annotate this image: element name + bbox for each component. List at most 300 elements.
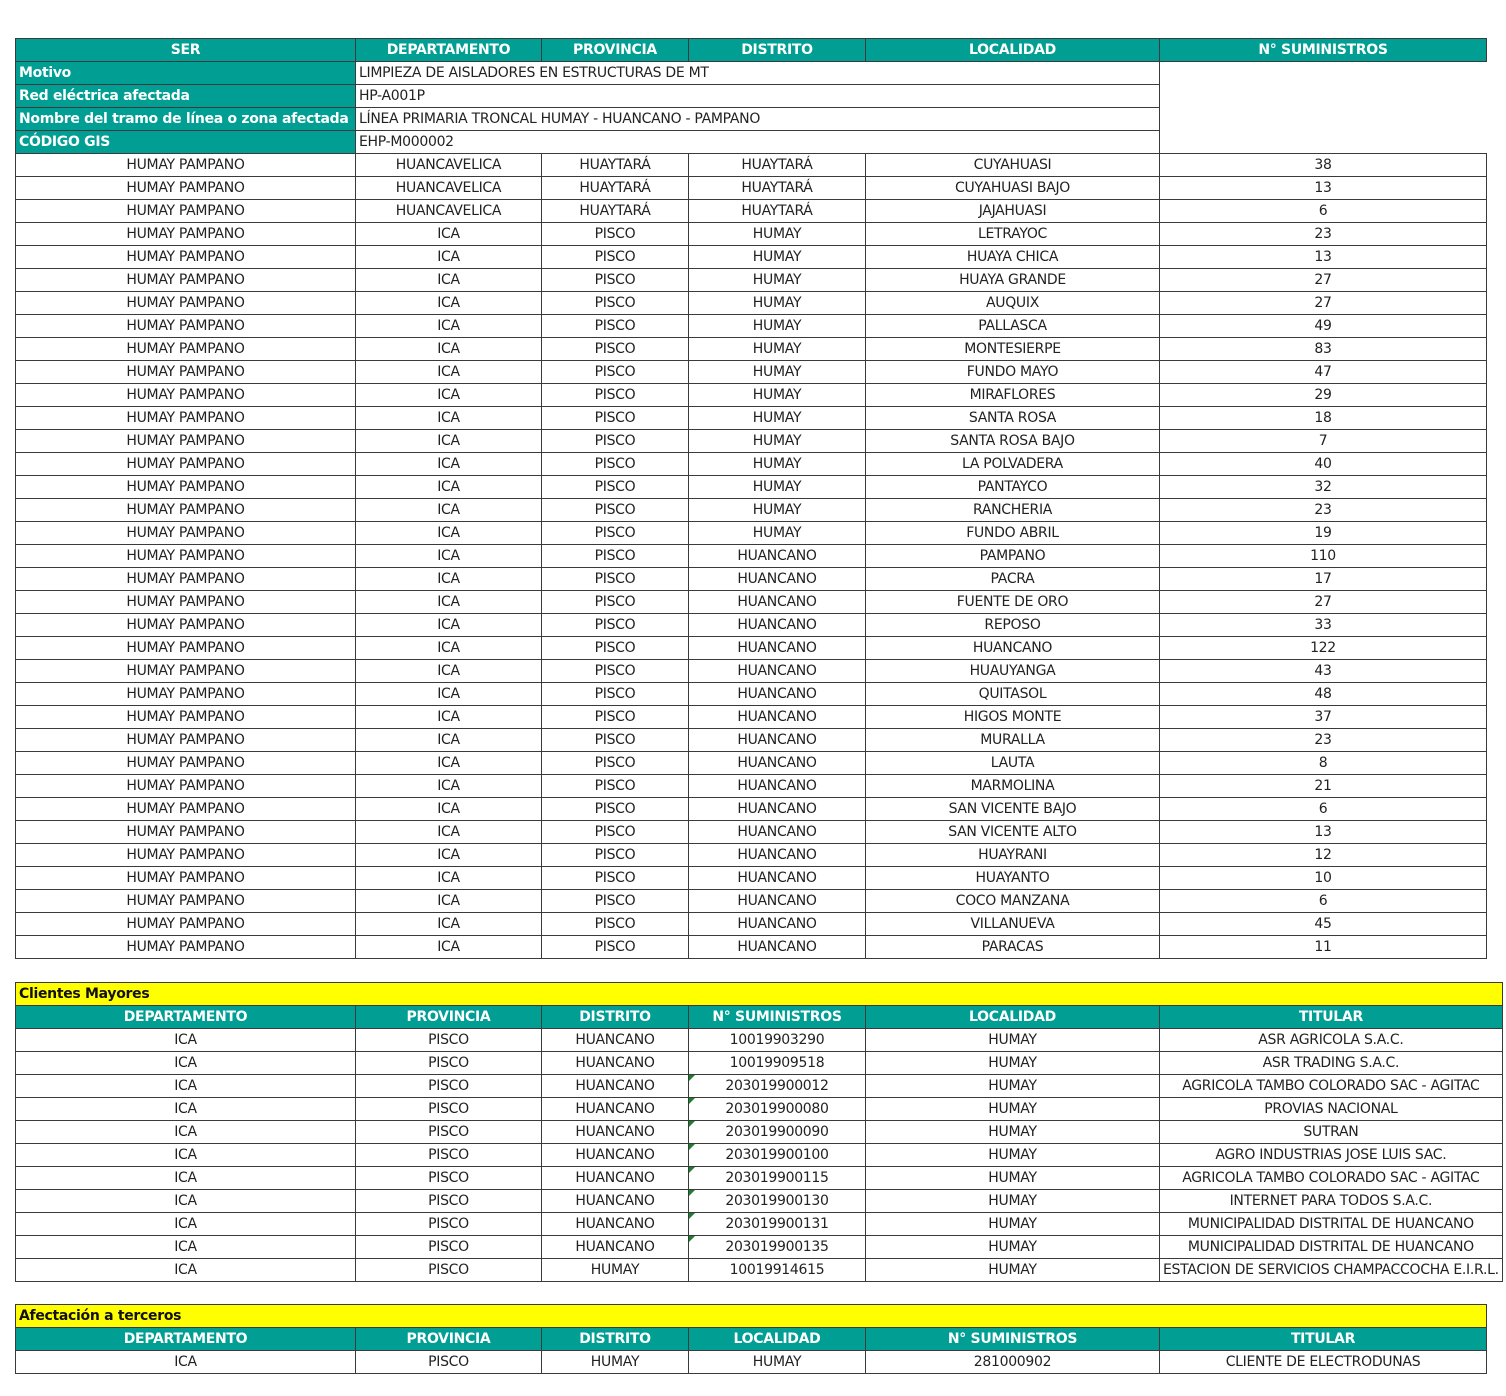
table-row [16,867,1487,890]
table-cell: 49 [1160,315,1487,338]
table-row [16,246,1487,269]
table-cell: HUANCANO [689,867,866,890]
table-cell: LETRAYOC [866,223,1160,246]
table-cell: HUMAY [689,246,866,269]
table-cell: HUMAY PAMPANO [16,936,356,959]
table-cell: HUMAY PAMPANO [16,269,356,292]
table-cell: HUMAY PAMPANO [16,752,356,775]
table-cell: 48 [1160,683,1487,706]
table-cell: PISCO [356,1259,542,1282]
meta-spacer [1160,62,1487,85]
table-cell: HUANCANO [689,591,866,614]
table-cell: HUANCANO [689,775,866,798]
table-cell: PISCO [542,729,689,752]
table-cell: ESTACION DE SERVICIOS CHAMPACCOCHA E.I.R.L. [1160,1259,1503,1282]
main-table [15,38,1487,959]
table-cell: HUANCANO [866,637,1160,660]
table-cell: RANCHERIA [866,499,1160,522]
table-cell: HUANCANO [542,1190,689,1213]
table-cell: HUMAY PAMPANO [16,775,356,798]
table-cell: HUANCANO [689,913,866,936]
table-cell: HUANCANO [689,545,866,568]
table-cell: PISCO [542,292,689,315]
table-row [16,729,1487,752]
table-cell: PISCO [542,246,689,269]
table-cell: PISCO [542,223,689,246]
afectacion-terceros-table [15,1304,1487,1374]
column-header: DEPARTAMENTO [356,39,542,62]
table-cell: PISCO [542,407,689,430]
table-cell: ICA [16,1144,356,1167]
table-cell: HUMAY PAMPANO [16,223,356,246]
table-cell: VILLANUEVA [866,913,1160,936]
table-cell: 38 [1160,154,1487,177]
table-cell: PISCO [542,614,689,637]
table-cell: HUANCAVELICA [356,177,542,200]
clientes-mayores-body [16,1029,1503,1282]
table-row [16,844,1487,867]
table-cell: ICA [356,568,542,591]
table-cell: HUAYA GRANDE [866,269,1160,292]
table-cell: PISCO [356,1190,542,1213]
table-cell: HUMAY PAMPANO [16,407,356,430]
table-cell: FUNDO MAYO [866,361,1160,384]
table-cell: HUANCANO [689,890,866,913]
table-cell: HUANCANO [542,1144,689,1167]
table-cell: 18 [1160,407,1487,430]
table-cell: HUMAY [689,476,866,499]
table-cell: 12 [1160,844,1487,867]
table-cell: AGRICOLA TAMBO COLORADO SAC - AGITAC [1160,1075,1503,1098]
table-cell: 13 [1160,177,1487,200]
table-cell: HUANCANO [689,844,866,867]
table-cell: 6 [1160,200,1487,223]
table-cell: HUAYA CHICA [866,246,1160,269]
table-cell: INTERNET PARA TODOS S.A.C. [1160,1190,1503,1213]
afectacion-terceros-title: Afectación a terceros [16,1305,1487,1328]
column-header: DEPARTAMENTO [16,1328,356,1351]
table-cell: ICA [356,890,542,913]
table-row [16,683,1487,706]
table-cell: HUMAY [866,1213,1160,1236]
table-cell: FUENTE DE ORO [866,591,1160,614]
table-row [16,361,1487,384]
table-cell: HUAYTARÁ [542,200,689,223]
table-row [16,1213,1503,1236]
table-cell: PISCO [356,1213,542,1236]
table-row [16,223,1487,246]
table-cell: 203019900131 [689,1213,866,1236]
table-cell: HUMAY [866,1029,1160,1052]
meta-row [16,62,1487,85]
table-cell: HUANCANO [542,1213,689,1236]
table-cell: HUANCANO [542,1029,689,1052]
table-cell: PISCO [542,683,689,706]
table-cell: 43 [1160,660,1487,683]
table-cell: 10019903290 [689,1029,866,1052]
table-cell: PISCO [542,913,689,936]
table-cell: HUAYTARÁ [542,177,689,200]
meta-spacer [1160,108,1487,131]
column-header: DISTRITO [542,1006,689,1029]
table-row [16,1075,1503,1098]
meta-row [16,108,1487,131]
table-cell: 37 [1160,706,1487,729]
table-row [16,752,1487,775]
table-row [16,637,1487,660]
table-cell: HUMAY PAMPANO [16,614,356,637]
meta-value: EHP-M000002 [356,131,1160,154]
table-cell: HUAYRANI [866,844,1160,867]
table-cell: 6 [1160,890,1487,913]
table-cell: HUMAY PAMPANO [16,913,356,936]
column-header: PROVINCIA [356,1006,542,1029]
table-cell: HUANCANO [689,936,866,959]
table-cell: ICA [356,545,542,568]
table-cell: HUMAY [689,453,866,476]
meta-row [16,131,1487,154]
table-row [16,1259,1503,1282]
table-cell: 23 [1160,729,1487,752]
column-header: DEPARTAMENTO [16,1006,356,1029]
table-cell: ICA [16,1052,356,1075]
table-row [16,568,1487,591]
table-cell: PISCO [356,1121,542,1144]
table-cell: HUMAY PAMPANO [16,683,356,706]
table-cell: HUMAY PAMPANO [16,729,356,752]
table-cell: HUMAY PAMPANO [16,499,356,522]
table-cell: ICA [356,246,542,269]
table-cell: HUMAY PAMPANO [16,154,356,177]
table-row [16,1351,1487,1374]
table-cell: PISCO [542,798,689,821]
table-cell: HUMAY [689,269,866,292]
afectacion-terceros-header-row [16,1328,1487,1351]
table-cell: MARMOLINA [866,775,1160,798]
column-header: LOCALIDAD [866,1006,1160,1029]
table-cell: ICA [356,292,542,315]
table-cell: ICA [356,384,542,407]
meta-spacer [1160,131,1487,154]
table-cell: ICA [356,844,542,867]
table-cell: HUMAY [689,430,866,453]
table-cell: PISCO [542,568,689,591]
table-cell: HUMAY [866,1052,1160,1075]
table-cell: HUMAY PAMPANO [16,798,356,821]
table-cell: ICA [16,1029,356,1052]
table-cell: PISCO [356,1144,542,1167]
table-cell: ICA [356,476,542,499]
table-cell: HUMAY PAMPANO [16,867,356,890]
table-cell: HUMAY [866,1098,1160,1121]
table-cell: PAMPANO [866,545,1160,568]
table-cell: HUANCANO [689,614,866,637]
table-cell: 203019900012 [689,1075,866,1098]
table-cell: ICA [356,683,542,706]
main-header-row [16,39,1487,62]
table-cell: 40 [1160,453,1487,476]
column-header: LOCALIDAD [866,39,1160,62]
table-row [16,200,1487,223]
table-cell: HUMAY [866,1144,1160,1167]
table-cell: ICA [356,706,542,729]
table-row [16,591,1487,614]
table-cell: PISCO [542,936,689,959]
table-cell: HUMAY [689,522,866,545]
meta-section [16,62,1487,154]
table-cell: 281000902 [866,1351,1160,1374]
table-cell: HUAYTARÁ [689,154,866,177]
table-cell: PISCO [542,384,689,407]
table-cell: HUMAY PAMPANO [16,568,356,591]
table-cell: HUANCANO [689,821,866,844]
table-cell: ICA [16,1190,356,1213]
table-cell: QUITASOL [866,683,1160,706]
table-cell: 10 [1160,867,1487,890]
column-header: LOCALIDAD [689,1328,866,1351]
column-header: DISTRITO [542,1328,689,1351]
table-cell: 47 [1160,361,1487,384]
table-row [16,1052,1503,1075]
table-cell: HUAYTARÁ [542,154,689,177]
table-cell: PISCO [542,361,689,384]
table-row [16,821,1487,844]
table-cell: 17 [1160,568,1487,591]
table-cell: PALLASCA [866,315,1160,338]
table-cell: HUMAY [866,1259,1160,1282]
table-cell: PISCO [542,775,689,798]
table-cell: HUMAY [866,1167,1160,1190]
table-cell: AGRO INDUSTRIAS JOSE LUIS SAC. [1160,1144,1503,1167]
table-cell: HUMAY PAMPANO [16,177,356,200]
meta-label: CÓDIGO GIS [16,131,356,154]
table-row [16,269,1487,292]
main-body [16,154,1487,959]
table-cell: PISCO [356,1236,542,1259]
table-cell: AGRICOLA TAMBO COLORADO SAC - AGITAC [1160,1167,1503,1190]
table-row [16,1029,1503,1052]
meta-row [16,85,1487,108]
table-row [16,154,1487,177]
meta-label: Motivo [16,62,356,85]
table-cell: PISCO [542,315,689,338]
table-cell: HUMAY [866,1075,1160,1098]
table-cell: 11 [1160,936,1487,959]
table-cell: ASR TRADING S.A.C. [1160,1052,1503,1075]
table-row [16,775,1487,798]
table-cell: 8 [1160,752,1487,775]
column-header: SER [16,39,356,62]
table-row [16,936,1487,959]
table-cell: PISCO [542,453,689,476]
table-cell: PANTAYCO [866,476,1160,499]
table-cell: HUMAY PAMPANO [16,637,356,660]
table-cell: SANTA ROSA [866,407,1160,430]
table-cell: HUMAY PAMPANO [16,591,356,614]
table-cell: HUANCANO [689,637,866,660]
table-cell: PISCO [542,476,689,499]
table-cell: HUAYANTO [866,867,1160,890]
table-row [16,545,1487,568]
table-cell: PACRA [866,568,1160,591]
table-row [16,1167,1503,1190]
table-row [16,614,1487,637]
table-cell: 32 [1160,476,1487,499]
table-cell: ICA [356,338,542,361]
table-cell: PISCO [542,752,689,775]
table-cell: HUANCANO [542,1121,689,1144]
table-row [16,1236,1503,1259]
table-cell: ICA [356,752,542,775]
table-cell: HUANCANO [542,1236,689,1259]
meta-label: Red eléctrica afectada [16,85,356,108]
table-cell: HUANCANO [689,568,866,591]
clientes-mayores-table [15,982,1503,1282]
column-header: N° SUMINISTROS [1160,39,1487,62]
column-header: N° SUMINISTROS [689,1006,866,1029]
table-cell: PISCO [356,1075,542,1098]
table-cell: PISCO [356,1029,542,1052]
table-cell: HUAYTARÁ [689,177,866,200]
table-cell: HUMAY [542,1259,689,1282]
table-cell: PARACAS [866,936,1160,959]
table-cell: ICA [16,1167,356,1190]
table-cell: PISCO [542,499,689,522]
table-cell: HUMAY PAMPANO [16,706,356,729]
table-cell: HUMAY [689,1351,866,1374]
table-cell: CUYAHUASI [866,154,1160,177]
table-cell: MONTESIERPE [866,338,1160,361]
table-cell: HUANCANO [689,752,866,775]
table-cell: PISCO [542,338,689,361]
table-row [16,407,1487,430]
table-cell: ICA [356,269,542,292]
table-cell: 203019900080 [689,1098,866,1121]
table-cell: PISCO [542,844,689,867]
table-cell: HUAYTARÁ [689,200,866,223]
table-row [16,1144,1503,1167]
table-cell: 203019900090 [689,1121,866,1144]
table-cell: 10019914615 [689,1259,866,1282]
table-cell: HUMAY PAMPANO [16,430,356,453]
table-cell: 203019900100 [689,1144,866,1167]
column-header: TITULAR [1160,1006,1503,1029]
table-row [16,315,1487,338]
table-cell: HUMAY PAMPANO [16,246,356,269]
table-cell: HUMAY [866,1190,1160,1213]
table-cell: HUMAY [542,1351,689,1374]
table-cell: PISCO [542,522,689,545]
table-cell: AUQUIX [866,292,1160,315]
table-cell: ICA [356,660,542,683]
table-row [16,660,1487,683]
table-cell: 122 [1160,637,1487,660]
table-cell: PISCO [356,1351,542,1374]
table-cell: 19 [1160,522,1487,545]
table-row [16,430,1487,453]
table-row [16,476,1487,499]
table-row [16,913,1487,936]
table-cell: HUMAY PAMPANO [16,453,356,476]
table-cell: CLIENTE DE ELECTRODUNAS [1160,1351,1487,1374]
table-cell: 23 [1160,499,1487,522]
table-cell: ICA [356,407,542,430]
table-cell: 13 [1160,821,1487,844]
table-cell: ICA [16,1259,356,1282]
table-cell: ICA [356,936,542,959]
table-cell: HUMAY [689,361,866,384]
table-cell: HUMAY [689,499,866,522]
table-cell: LA POLVADERA [866,453,1160,476]
meta-value: LIMPIEZA DE AISLADORES EN ESTRUCTURAS DE MT [356,62,1160,85]
table-cell: ICA [16,1098,356,1121]
table-cell: HUMAY [689,407,866,430]
table-cell: HUMAY [689,223,866,246]
table-row [16,706,1487,729]
table-cell: HUMAY PAMPANO [16,522,356,545]
table-cell: 203019900130 [689,1190,866,1213]
column-header: TITULAR [1160,1328,1487,1351]
column-header: PROVINCIA [356,1328,542,1351]
table-cell: ICA [16,1213,356,1236]
table-cell: ICA [16,1236,356,1259]
table-cell: 203019900135 [689,1236,866,1259]
table-cell: ICA [356,913,542,936]
clientes-mayores-header-row [16,1006,1503,1029]
table-cell: SAN VICENTE ALTO [866,821,1160,844]
table-cell: HUMAY PAMPANO [16,660,356,683]
table-cell: COCO MANZANA [866,890,1160,913]
table-cell: PISCO [542,821,689,844]
table-cell: ICA [356,775,542,798]
table-cell: HUANCANO [542,1098,689,1121]
table-cell: PISCO [542,430,689,453]
table-cell: HUANCANO [689,683,866,706]
table-cell: HUANCANO [689,706,866,729]
table-cell: HUANCANO [689,729,866,752]
table-cell: HUMAY PAMPANO [16,545,356,568]
table-cell: HUMAY [689,292,866,315]
table-cell: HUANCANO [689,798,866,821]
table-cell: MUNICIPALIDAD DISTRITAL DE HUANCANO [1160,1213,1503,1236]
table-cell: HUMAY PAMPANO [16,315,356,338]
clientes-mayores-title: Clientes Mayores [16,983,1503,1006]
table-cell: 27 [1160,292,1487,315]
table-cell: SAN VICENTE BAJO [866,798,1160,821]
table-cell: HUMAY PAMPANO [16,338,356,361]
table-row [16,453,1487,476]
table-cell: 7 [1160,430,1487,453]
table-cell: ICA [356,591,542,614]
table-cell: HIGOS MONTE [866,706,1160,729]
table-cell: 21 [1160,775,1487,798]
table-cell: REPOSO [866,614,1160,637]
afectacion-terceros-body [16,1351,1487,1374]
table-cell: ICA [356,453,542,476]
table-cell: 27 [1160,591,1487,614]
table-cell: MIRAFLORES [866,384,1160,407]
table-cell: ICA [356,315,542,338]
table-cell: PISCO [542,637,689,660]
table-cell: HUANCAVELICA [356,154,542,177]
meta-label: Nombre del tramo de línea o zona afectada [16,108,356,131]
table-cell: PISCO [542,660,689,683]
table-cell: ICA [356,729,542,752]
table-cell: MUNICIPALIDAD DISTRITAL DE HUANCANO [1160,1236,1503,1259]
table-cell: 29 [1160,384,1487,407]
table-cell: ICA [356,867,542,890]
table-cell: JAJAHUASI [866,200,1160,223]
